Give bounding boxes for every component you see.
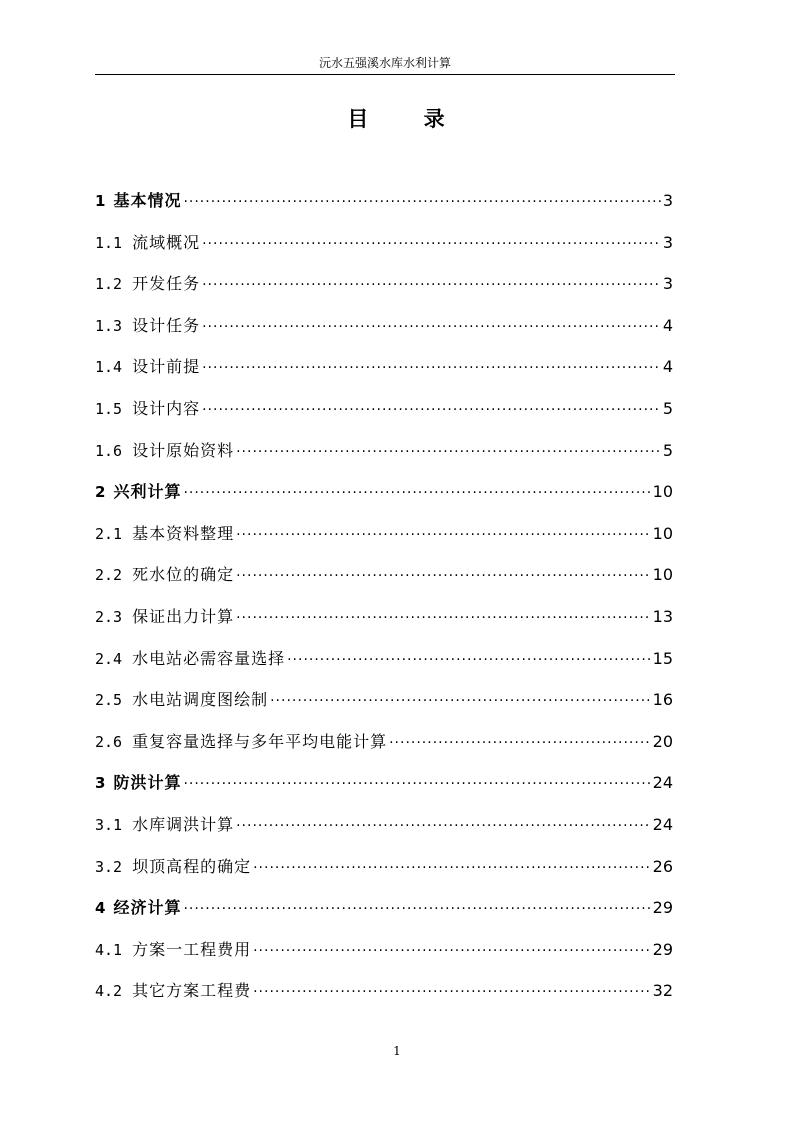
toc-dot-leader — [236, 606, 651, 630]
toc-entry[interactable] — [95, 605, 673, 647]
toc-dot-leader — [253, 980, 651, 1004]
toc-entry-number: 2.6 — [95, 732, 123, 751]
toc-entry-page: 29 — [652, 939, 673, 959]
toc-dot-leader — [183, 481, 650, 505]
toc-entry-label: 设计任务 — [132, 315, 201, 335]
toc-entry-label: 基本情况 — [113, 191, 182, 210]
toc-entry[interactable] — [95, 688, 673, 730]
toc-entry-page: 32 — [652, 981, 673, 1001]
toc-dot-leader — [202, 232, 661, 256]
toc-entry-label: 开发任务 — [132, 274, 201, 294]
toc-entry-label: 经济计算 — [113, 898, 182, 918]
toc-entry[interactable] — [95, 355, 673, 397]
toc-dot-leader — [183, 772, 650, 796]
toc-entry-page: 10 — [652, 482, 673, 502]
toc-dot-leader — [183, 190, 660, 214]
toc-dot-leader — [389, 731, 651, 755]
toc-entry-label: 重复容量选择与多年平均电能计算 — [132, 731, 388, 751]
page-number: 1 — [393, 1044, 401, 1058]
toc-entry-label: 设计原始资料 — [132, 440, 235, 460]
toc-entry-number: 4.2 — [95, 982, 123, 1001]
toc-entry[interactable] — [95, 314, 673, 356]
toc-entry-page: 16 — [652, 690, 673, 710]
toc-entry-page: 5 — [662, 398, 673, 418]
toc-entry-number: 2.3 — [95, 607, 123, 626]
toc-entry[interactable] — [95, 480, 673, 522]
running-header-title: 沅水五强溪水库水利计算 — [318, 56, 451, 70]
toc-entry-label: 设计前提 — [132, 357, 201, 377]
toc-entry[interactable] — [95, 397, 673, 439]
toc-entry-number: 1.1 — [95, 233, 123, 252]
toc-entry-number: 3 — [95, 774, 106, 793]
toc-entry-number: 2.2 — [95, 566, 123, 585]
toc-entry-number: 2.1 — [95, 524, 123, 543]
toc-entry-label: 流域概况 — [132, 232, 201, 252]
toc-dot-leader — [253, 856, 651, 880]
toc-entry-label: 水库调洪计算 — [132, 814, 235, 834]
toc-entry-page: 29 — [652, 898, 673, 918]
toc-dot-leader — [270, 689, 651, 713]
toc-entry-number: 2.5 — [95, 691, 123, 710]
toc-entry-label: 水电站必需容量选择 — [132, 648, 286, 668]
toc-entry-page: 4 — [662, 315, 673, 335]
toc-entry[interactable] — [95, 855, 673, 897]
toc-dot-leader — [202, 315, 661, 339]
toc-entry-number: 2.4 — [95, 649, 123, 668]
toc-entry-number: 1.2 — [95, 275, 123, 294]
toc-entry-page: 5 — [662, 440, 673, 460]
toc-entry-number: 4 — [95, 899, 106, 918]
toc-entry-number: 1.6 — [95, 441, 123, 460]
toc-entry-number: 4.1 — [95, 940, 123, 959]
toc-entry-page: 20 — [652, 731, 673, 751]
toc-dot-leader — [183, 897, 650, 921]
toc-entry-number: 2 — [95, 483, 106, 502]
toc-entry[interactable] — [95, 771, 673, 813]
running-header — [95, 54, 675, 75]
toc-entry-label: 死水位的确定 — [132, 565, 235, 585]
toc-entry-label: 保证出力计算 — [132, 606, 235, 626]
toc-entry[interactable] — [95, 730, 673, 772]
toc-entry-page: 24 — [652, 814, 673, 834]
toc-entry-label: 其它方案工程费 — [132, 981, 252, 1001]
toc-entry-label: 水电站调度图绘制 — [132, 690, 269, 710]
toc-entry[interactable] — [95, 563, 673, 605]
toc-entry[interactable] — [95, 979, 673, 1021]
toc-entry-label: 设计内容 — [132, 398, 201, 418]
table-of-contents — [95, 189, 673, 1021]
toc-entry[interactable] — [95, 647, 673, 689]
toc-dot-leader — [202, 356, 661, 380]
toc-entry-page: 3 — [662, 274, 673, 294]
toc-entry-page: 24 — [652, 773, 673, 793]
toc-entry-number: 3.1 — [95, 815, 123, 834]
toc-entry-label: 方案一工程费用 — [132, 939, 252, 959]
toc-entry-number: 1 — [95, 192, 106, 210]
toc-dot-leader — [236, 440, 661, 464]
toc-entry-page: 15 — [652, 648, 673, 668]
toc-entry-page: 10 — [652, 565, 673, 585]
toc-dot-leader — [236, 523, 651, 547]
toc-heading: 目 录 — [347, 107, 447, 131]
toc-entry-page: 3 — [662, 191, 673, 210]
toc-entry-page: 3 — [662, 232, 673, 252]
toc-entry-label: 基本资料整理 — [132, 523, 235, 543]
toc-dot-leader — [202, 398, 661, 422]
toc-entry-number: 1.3 — [95, 316, 123, 335]
toc-dot-leader — [287, 648, 651, 672]
toc-entry-label: 防洪计算 — [113, 773, 182, 793]
toc-entry-label: 坝顶高程的确定 — [132, 856, 252, 876]
toc-dot-leader — [253, 939, 651, 963]
toc-entry-page: 4 — [662, 357, 673, 377]
toc-dot-leader — [236, 564, 651, 588]
toc-entry[interactable] — [95, 938, 673, 980]
toc-entry[interactable] — [95, 231, 673, 273]
toc-entry-number: 1.4 — [95, 358, 123, 377]
toc-entry[interactable] — [95, 272, 673, 314]
toc-dot-leader — [202, 273, 661, 297]
toc-entry-page: 13 — [652, 606, 673, 626]
toc-entry[interactable] — [95, 189, 673, 231]
toc-entry-label: 兴利计算 — [113, 482, 182, 502]
toc-entry-number: 3.2 — [95, 857, 123, 876]
toc-dot-leader — [236, 814, 651, 838]
toc-entry[interactable] — [95, 813, 673, 855]
toc-entry[interactable] — [95, 439, 673, 481]
toc-entry-page: 10 — [652, 523, 673, 543]
toc-entry[interactable] — [95, 896, 673, 938]
toc-entry[interactable] — [95, 522, 673, 564]
toc-entry-number: 1.5 — [95, 399, 123, 418]
toc-entry-page: 26 — [652, 856, 673, 876]
